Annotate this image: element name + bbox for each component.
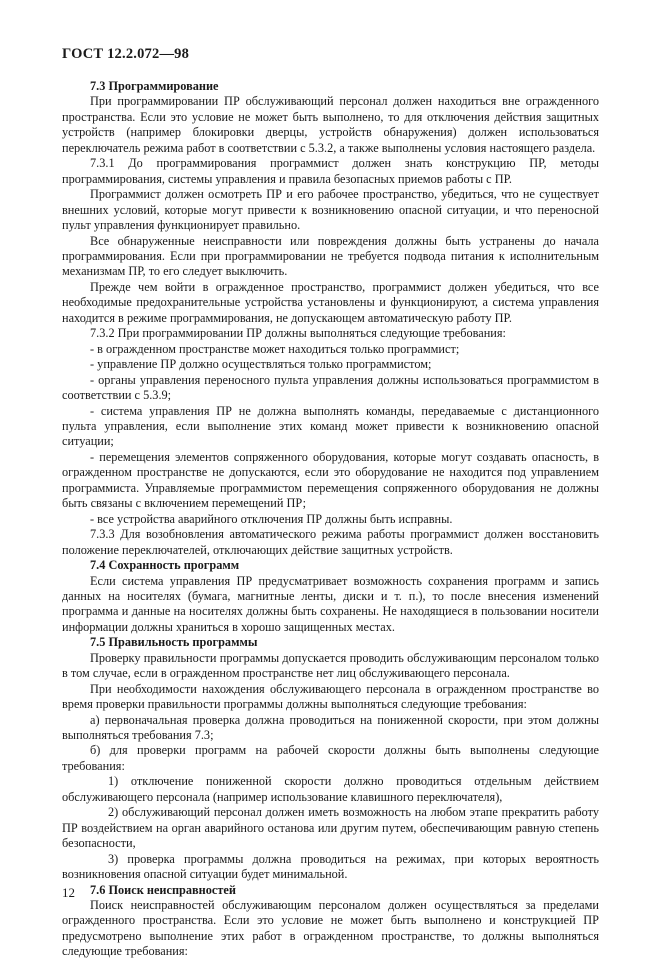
paragraph: - система управления ПР не должна выполнять команды, передаваемые с дистанционного пульта управления, если выполнение этих команд может привести к возникновению опасной ситуации; bbox=[62, 403, 599, 449]
paragraph: 2) обслуживающий персонал должен иметь возможность на любом этапе прекратить работу ПР воздействием на орган аварийного останова или другим путем, обеспечивающим равную степень безопасности, bbox=[62, 805, 599, 851]
paragraph: - все устройства аварийного отключения ПР должны быть исправны. bbox=[90, 511, 453, 526]
paragraph: - управление ПР должно осуществляться только программистом; bbox=[90, 357, 432, 372]
paragraph: При программировании ПР обслуживающий персонал должен находиться вне огражденного пространства. Если это условие не может быть выполнено, то для отключения действия защитных устройств (например блокировки дверцы, устройств обнаружения) должен использоваться переключатель режима работ в соответствии с 5.3.2, а также выполнены условия настоящего раздела. bbox=[62, 94, 599, 155]
paragraph: Прежде чем войти в огражденное пространство, программист должен убедиться, что все необходимые предохранительные устройства установлены и функционируют, а система управления находится в режиме программирования, не допускающем автоматическую работу ПР. bbox=[62, 279, 599, 325]
paragraph: Проверку правильности программы допускается проводить обслуживающим персоналом только в том случае, если в огражденном пространстве нет лиц обслуживающего персонала. bbox=[62, 650, 599, 681]
page-number: 12 bbox=[62, 885, 75, 900]
paragraph: а) первоначальная проверка должна проводиться на пониженной скорости, при этом должны выполняться требования 7.3; bbox=[62, 712, 599, 743]
paragraph: Все обнаруженные неисправности или повреждения должны быть устранены до начала программирования. Если при программировании не требуется подвода питания к исполнительным механизмам ПР, то его следует выключить. bbox=[62, 233, 599, 279]
paragraph: 7.3.3 Для возобновления автоматического режима работы программист должен восстановить положение переключателей, отключающих действие защитных устройств. bbox=[62, 527, 599, 557]
paragraph: 7.3.2 При программировании ПР должны выполняться следующие требования: bbox=[90, 326, 506, 341]
paragraph: При необходимости нахождения обслуживающего персонала в огражденном пространстве во время проверки правильности программы должны выполняться следующие требования: bbox=[62, 681, 599, 712]
paragraph: - в огражденном пространстве может находиться только программист; bbox=[90, 341, 460, 356]
section-heading: 7.5 Правильность программы bbox=[90, 635, 258, 650]
paragraph: - органы управления переносного пульта управления должны использоваться программистом в соответствии с 5.3.9; bbox=[62, 372, 599, 403]
paragraph: 7.3.1 До программирования программист должен знать конструкцию ПР, методы программирования, системы управления и правила безопасных приемов работы с ПР. bbox=[62, 156, 599, 186]
paragraph: - перемещения элементов сопряженного оборудования, которые могут создавать опасность, в огражденном пространстве не допускаются, если это оборудование не находится под управлением программиста. Управляемые программистом перемещения сопряженного оборудования не должны быть связаны с включением перемещений ПР; bbox=[62, 449, 599, 511]
document-code-header: ГОСТ 12.2.072—98 bbox=[62, 46, 190, 62]
section-heading: 7.4 Сохранность программ bbox=[90, 558, 240, 573]
section-heading: 7.6 Поиск неисправностей bbox=[90, 882, 236, 897]
section-heading: 7.3 Программирование bbox=[90, 79, 219, 93]
paragraph: 3) проверка программы должна проводиться на режимах, при которых вероятность возникновения опасной ситуации будет минимальной. bbox=[62, 851, 599, 882]
paragraph: Если система управления ПР предусматривает возможность сохранения программ и запись данных на носителях (бумага, магнитные ленты, диски и т. п.), то после внесения изменений программа и данные на носителях должны быть сохранены. Не находящиеся в пользовании носители информации должны храниться в хорошо защищенных местах. bbox=[62, 573, 599, 634]
paragraph: 1) отключение пониженной скорости должно проводиться отдельным действием обслуживающего персонала (например использование клавишного переключателя), bbox=[62, 774, 599, 804]
document-body bbox=[62, 79, 599, 960]
paragraph: Программист должен осмотреть ПР и его рабочее пространство, убедиться, что не существует внешних условий, которые могут привести к возникновению опасной ситуации, и что переносной пульт управления функционирует правильно. bbox=[62, 187, 599, 233]
paragraph: Поиск неисправностей обслуживающим персоналом должен осуществляться за пределами огражденного пространства. Если это условие не может быть выполнено и конструкцией ПР предусмотрено выполнение этих работ в огражденном пространстве, то должны выполняться следующие требования: bbox=[62, 898, 599, 959]
paragraph: б) для проверки программ на рабочей скорости должны быть выполнены следующие требования: bbox=[62, 743, 599, 773]
